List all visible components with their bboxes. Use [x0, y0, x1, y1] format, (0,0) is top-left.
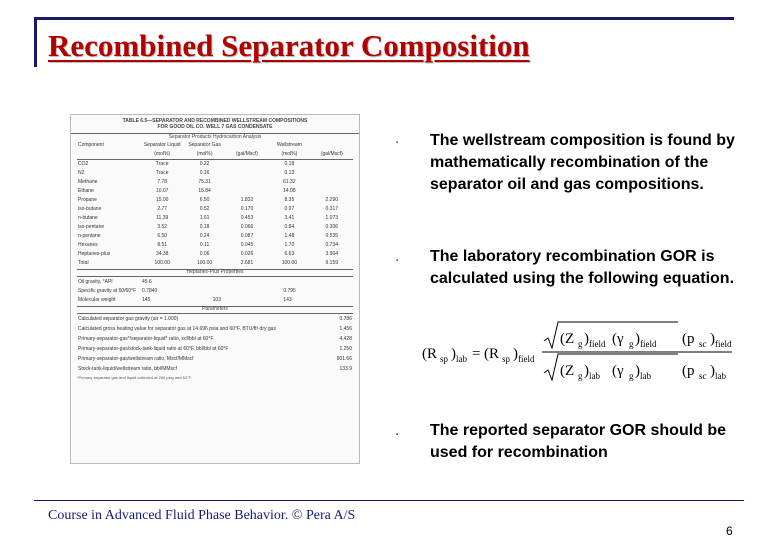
svg-text:lab: lab: [640, 371, 651, 381]
table-cell: 103: [212, 296, 221, 303]
svg-text:): ): [710, 363, 715, 379]
table-cell: Total: [78, 259, 89, 266]
svg-text:): ): [584, 363, 589, 379]
footer-course-text: Course in Advanced Fluid Phase Behavior. © Pera A/S: [48, 508, 356, 523]
table-row: [77, 205, 353, 214]
table-cell: 6.63: [284, 250, 295, 257]
table-row: [77, 169, 353, 178]
table-cell: Primary-separator-gas/stock-tank-liquid ratio at 60°F, bbl/bbl at 60°F: [78, 345, 229, 352]
table-header-cell: (mol%): [183, 150, 225, 160]
svg-text:(p: (p: [682, 331, 695, 347]
table-cell: [226, 169, 268, 178]
table-cell: 143: [283, 296, 292, 303]
table-header-cell: Separator Liquid: [143, 141, 181, 148]
table-cell: 3.52: [157, 223, 168, 230]
table-cell: 0.52: [199, 205, 210, 212]
table-cell: [212, 278, 283, 287]
table-header-row: [77, 150, 353, 160]
title-frame-top-rule: [34, 17, 734, 20]
table-cell: 0.22: [199, 160, 210, 167]
table-cell: Propane: [78, 196, 97, 203]
table-caption-line1: TABLE 6.5—SEPARATOR AND RECOMBINED WELLSTREAM COMPOSITIONS: [122, 118, 308, 124]
svg-text:lab: lab: [456, 354, 467, 364]
svg-text:(R: (R: [422, 346, 437, 362]
table-cell: 61.32: [283, 178, 296, 185]
svg-text:(p: (p: [682, 363, 695, 379]
composition-table: [77, 141, 353, 268]
table-row: [77, 160, 353, 170]
table-cell: Hexanes: [78, 241, 98, 248]
table-header-cell: [226, 141, 268, 150]
table-caption-line2: FOR GOOD OIL CO. WELL 7 GAS CONDENSATE: [157, 123, 273, 130]
table-cell: Ethane: [78, 187, 94, 194]
page-number: 6: [726, 524, 733, 538]
table-cell: 1.48: [284, 232, 295, 239]
bullet-marker-1: ▪: [396, 140, 399, 146]
bullet-marker-3: ▪: [396, 432, 399, 438]
table-cell: 0.795: [283, 287, 296, 294]
svg-text:): ): [513, 346, 518, 362]
table-cell: 100.00: [196, 259, 213, 266]
table-header-cell: [77, 150, 141, 160]
table-cell: 10.07: [155, 187, 169, 194]
table-cell: Primary-separator-gas/wellstream ratio, Mscf/MMscf: [78, 355, 194, 362]
table-cell: [311, 187, 353, 196]
table-cell: 1,456: [339, 325, 352, 332]
table-footnote: *Primary separator gas and liquid collected at 200 psig and 62°F.: [77, 374, 192, 380]
table-cell: 8.35: [284, 196, 295, 203]
table-cell: [311, 169, 353, 178]
svg-text:): ): [584, 331, 589, 347]
table-cell: Oil gravity, °API: [78, 278, 113, 285]
table-header-cell: (gal/Mscf): [311, 150, 353, 160]
table-cell: 34.38: [155, 250, 169, 257]
table-cell: [282, 278, 353, 287]
svg-text:field: field: [589, 339, 606, 349]
table-section-heptanes-plus: Heptanes-Plus Properties: [77, 269, 353, 277]
table-cell: 801.66: [336, 355, 352, 362]
table-cell: Stock-tank-liquid/wellstream ratio, bbl/MMscf: [78, 365, 177, 372]
svg-text:g: g: [629, 371, 634, 381]
svg-text:=: =: [472, 346, 481, 362]
svg-text:sp: sp: [440, 354, 449, 364]
table-cell: [311, 160, 353, 170]
table-cell: [226, 187, 268, 196]
table-cell: 0.18: [284, 160, 295, 167]
table-header-cell: (mol%): [141, 150, 183, 160]
bullet-text-3: The reported separator GOR should be used for recombination: [430, 422, 727, 461]
table-cell: 1.61: [199, 214, 210, 221]
table-cell: 2.681: [240, 259, 254, 266]
table-header-cell: Wellstream: [276, 141, 302, 148]
table-cell: N2: [78, 169, 85, 176]
table-cell: 45.6: [142, 278, 152, 285]
table-cell: 0.13: [284, 169, 295, 176]
table-cell: 2.290: [325, 196, 339, 203]
table-cell: 0.18: [199, 223, 210, 230]
svg-text:field: field: [715, 339, 732, 349]
table-cell: 0.453: [240, 214, 254, 221]
property-row: [77, 296, 353, 305]
table-header-row: [77, 141, 353, 150]
table-cell: 15.84: [198, 187, 211, 194]
table-cell: iso-pentane: [78, 223, 105, 230]
table-cell: 0.535: [325, 232, 339, 239]
table-header-cell: [311, 141, 353, 150]
property-row: [77, 287, 353, 296]
svg-text:): ): [710, 331, 715, 347]
table-cell: Calculated separator gas gravity (air = 1.000): [78, 315, 179, 322]
footer-rule: [34, 500, 744, 501]
title-frame-left-rule: [34, 17, 37, 67]
svg-text:lab: lab: [589, 371, 600, 381]
table-cell: 1.073: [325, 214, 339, 221]
table-cell: 6.50: [157, 232, 168, 239]
svg-text:(γ: (γ: [612, 331, 624, 347]
table-row: [77, 259, 353, 268]
svg-text:(R: (R: [484, 346, 499, 362]
table-cell: 145: [142, 296, 151, 303]
svg-text:field: field: [640, 339, 657, 349]
table-cell: 11.39: [156, 214, 169, 221]
table-header-cell: (gal/Mscf): [226, 150, 268, 160]
table-header-cell: Separator Gas: [188, 141, 221, 148]
table-cell: 1.70: [284, 241, 295, 248]
table-row: [77, 178, 353, 187]
table-cell: 14.08: [283, 187, 296, 194]
parameter-row: [77, 365, 353, 375]
table-cell: Methane: [78, 178, 98, 185]
heptanes-plus-properties-table: [77, 278, 353, 305]
composition-table-image: [70, 114, 360, 464]
table-row: [77, 187, 353, 196]
parameter-row: [77, 315, 353, 325]
svg-text:sc: sc: [699, 339, 707, 349]
svg-text:): ): [635, 363, 640, 379]
table-section-parameters: Parameters: [77, 306, 353, 314]
table-cell: Calculated gross heating value for separator gas at 14.696 psia and 60°F, BTU/ft³ dry gas: [78, 325, 276, 332]
table-cell: 0.066: [240, 223, 254, 230]
table-cell: [212, 287, 283, 296]
table-cell: 0.97: [284, 205, 295, 212]
table-cell: 0.170: [240, 205, 254, 212]
svg-text:): ): [635, 331, 640, 347]
table-cell: 0.84: [284, 223, 295, 230]
table-cell: n-pentane: [78, 232, 101, 239]
parameter-row: [77, 335, 353, 345]
table-cell: 7.78: [157, 178, 168, 185]
table-cell: 0.734: [325, 241, 339, 248]
table-cell: 0.16: [199, 169, 210, 176]
table-cell: 0.11: [199, 241, 210, 248]
svg-text:lab: lab: [715, 371, 726, 381]
table-cell: 4,428: [339, 335, 352, 342]
table-cell: Primary-separator-gas*/separator-liquid* ratio, scf/bbl at 60°F: [78, 335, 214, 342]
table-cell: 0.306: [325, 223, 339, 230]
table-cell: 6.50: [199, 196, 210, 203]
gor-recombination-equation: [420, 318, 740, 386]
parameter-row: [77, 325, 353, 335]
parameter-row: [77, 355, 353, 365]
table-cell: [311, 178, 353, 187]
svg-text:sp: sp: [502, 354, 511, 364]
table-row: [77, 223, 353, 232]
svg-text:(Z: (Z: [560, 331, 575, 347]
table-cell: Trace: [155, 160, 169, 167]
table-cell: 9.159: [325, 259, 339, 266]
table-cell: 0.24: [199, 232, 210, 239]
table-cell: 0.087: [240, 232, 254, 239]
parameters-table: [77, 315, 353, 375]
table-cell: n-butane: [78, 214, 98, 221]
table-cell: 3.904: [325, 250, 339, 257]
svg-text:g: g: [578, 339, 583, 349]
table-cell: 3.41: [284, 214, 295, 221]
table-row: [77, 250, 353, 259]
table-header-cell: Component: [78, 141, 104, 148]
parameter-row: [77, 345, 353, 355]
svg-text:(γ: (γ: [612, 363, 624, 379]
svg-text:sc: sc: [699, 371, 707, 381]
table-cell: Trace: [155, 169, 169, 176]
table-cell: 100.00: [281, 259, 298, 266]
table-cell: 1.832: [240, 196, 254, 203]
bullet-text-2: The laboratory recombination GOR is calculated using the following equation.: [430, 248, 735, 287]
svg-text:g: g: [578, 371, 583, 381]
svg-text:(Z: (Z: [560, 363, 575, 379]
table-cell: [226, 160, 268, 170]
table-cell: 0.7840: [142, 287, 158, 294]
table-row: [77, 196, 353, 205]
table-row: [77, 241, 353, 250]
table-cell: 0.06: [199, 250, 210, 257]
bullet-marker-2: ▪: [396, 258, 399, 264]
table-cell: 75.31: [198, 178, 211, 185]
table-header-cell: (mol%): [268, 150, 310, 160]
table-cell: 8.51: [157, 241, 168, 248]
table-cell: iso-butane: [78, 205, 102, 212]
table-cell: 1.250: [339, 345, 352, 352]
table-cell: CO2: [78, 160, 89, 167]
table-cell: 0.786: [339, 315, 352, 322]
property-row: [77, 278, 353, 287]
slide-title: Recombined Separator Composition: [48, 28, 530, 63]
table-cell: Molecular weight: [78, 296, 116, 303]
bullet-text-1: The wellstream composition is found by mathematically recombination of the separator oil and gas compositions.: [430, 132, 735, 193]
svg-text:field: field: [518, 354, 535, 364]
table-section-hydrocarbon-analysis: Separator Products Hydrocarbon Analysis: [71, 133, 359, 141]
table-row: [77, 214, 353, 223]
table-cell: 133.9: [339, 365, 352, 372]
table-caption: [79, 119, 351, 131]
table-cell: 0.045: [240, 241, 254, 248]
table-cell: 15.00: [155, 196, 169, 203]
svg-text:g: g: [629, 339, 634, 349]
table-row: [77, 232, 353, 241]
table-cell: [226, 178, 268, 187]
table-cell: 0.317: [325, 205, 339, 212]
table-cell: 100.00: [154, 259, 170, 266]
table-cell: 0.026: [240, 250, 254, 257]
table-cell: Specific gravity at 60/60°F: [78, 287, 137, 294]
table-cell: 2.77: [157, 205, 168, 212]
table-cell: Heptanes-plus: [78, 250, 111, 257]
svg-text:): ): [451, 346, 456, 362]
